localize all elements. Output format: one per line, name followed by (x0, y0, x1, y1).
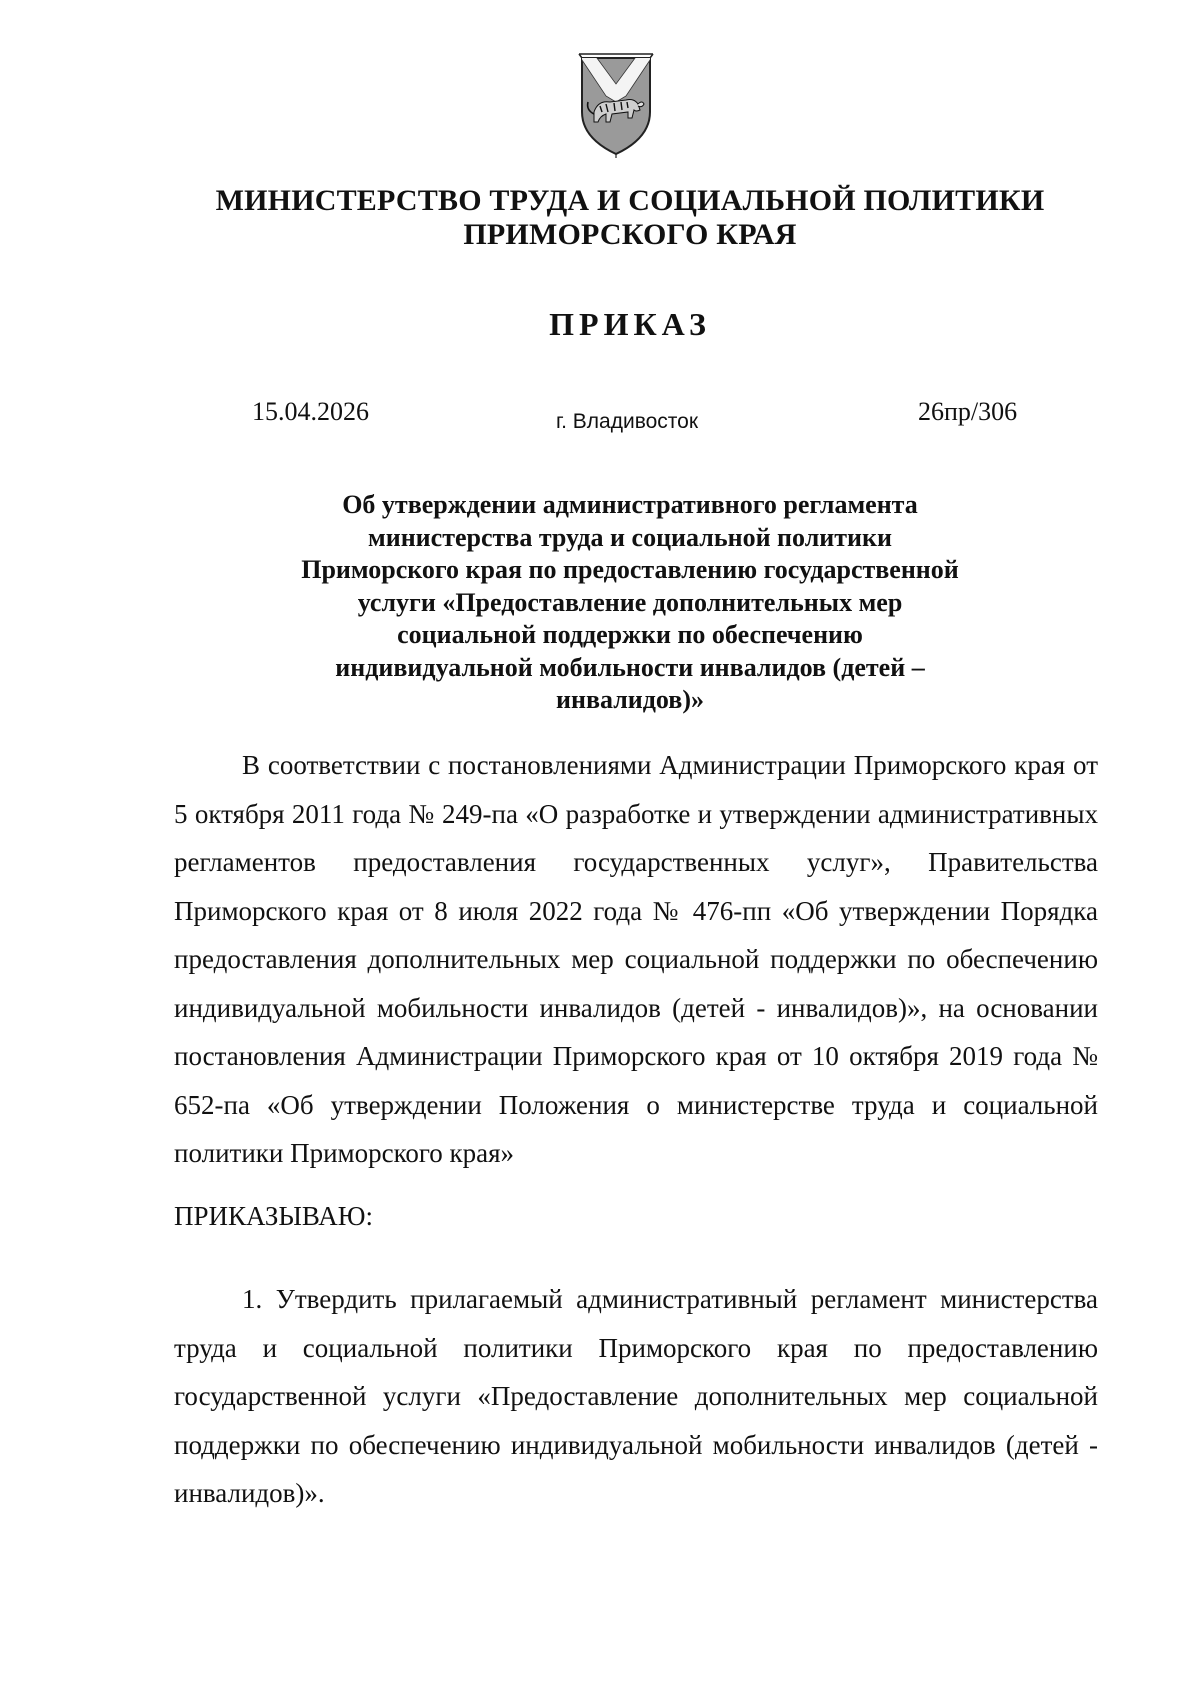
order-title: ПРИКАЗ (549, 306, 711, 342)
primorsky-coat-of-arms-icon (576, 50, 656, 160)
order-item-1: 1. Утвердить прилагаемый административный регламент министерства труда и социальной политики Приморского края по предоставлению государственной услуги «Предоставление дополнительных мер социальной поддержки по обеспечению индивидуальной мобильности инвалидов (детей - инвалидов)». (174, 1284, 1098, 1508)
order-subject: Об утверждении административного регламента министерства труда и социальной политики Приморского края по предоставлению государственной услуги «Предоставление дополнительных мер социальной поддержки по обеспечению индивидуальной мобильности инвалидов (детей – инвалидов)» (301, 490, 959, 714)
ministry-name-line-1: МИНИСТЕРСТВО ТРУДА И СОЦИАЛЬНОЙ ПОЛИТИКИ (215, 184, 1045, 217)
order-city: г. Владивосток (556, 410, 699, 433)
preamble-paragraph: В соответствии с постановлениями Администрации Приморского края от 5 октября 2011 года № 249-па «О разработке и утверждении административных регламентов предоставления государственных услуг», Правительства Приморского края от 8 июля 2022 года № 476-пп «Об утверждении Порядка предоставления дополнительных мер социальной поддержки по обеспечению индивидуальной мобильности инвалидов (детей - инвалидов)», на основании постановления Администрации Приморского края от 10 октября 2019 года № 652-па «Об утверждении Положения о министерстве труда и социальной политики Приморского края» (174, 750, 1098, 1168)
decree-word: ПРИКАЗЫВАЮ: (174, 1201, 373, 1231)
order-number: 26пр/306 (918, 397, 1018, 426)
ministry-name (0, 184, 1200, 252)
order-date: 15.04.2026 (252, 397, 369, 426)
ministry-name-line-2: ПРИМОРСКОГО КРАЯ (463, 218, 797, 251)
